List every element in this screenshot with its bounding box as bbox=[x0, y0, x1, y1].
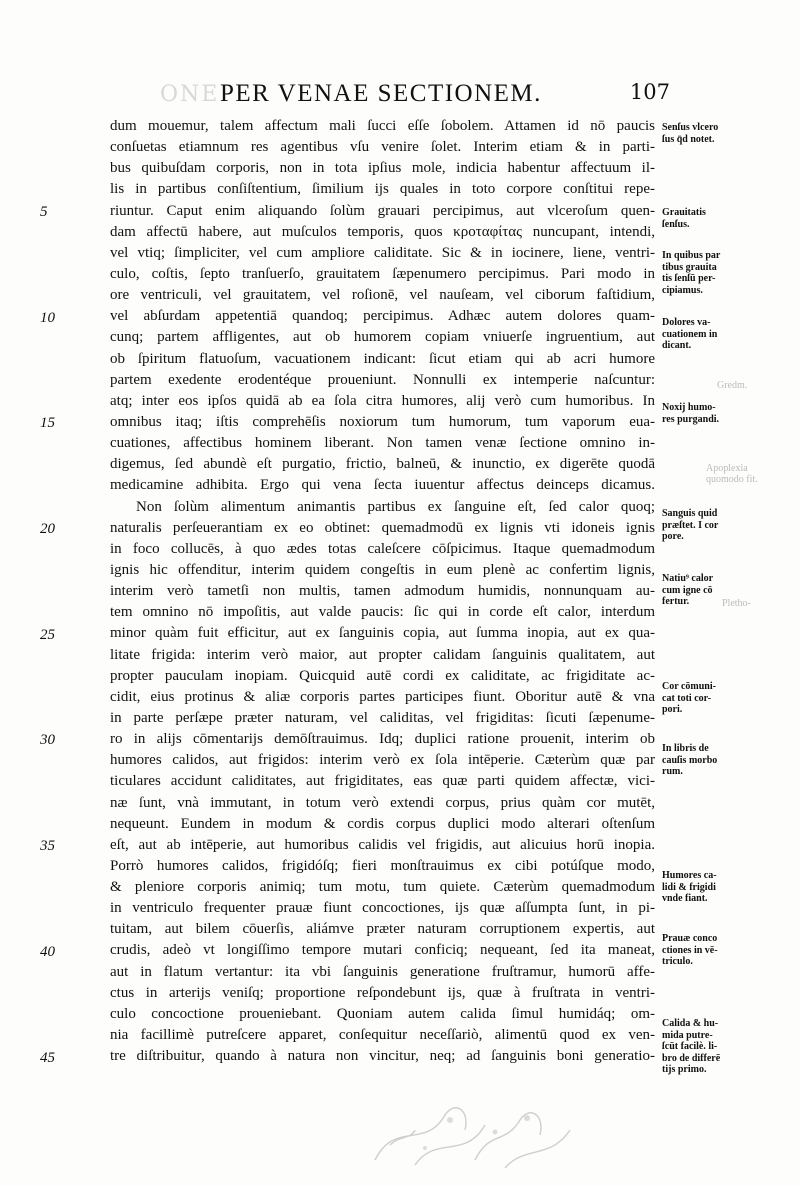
text-line: culo concoctione proueniebant. Quoniam autem calida ſimul humidáq; om- bbox=[110, 1005, 655, 1022]
text-line: lis in partibus conſiſtentium, ſimilium ijs quales in toto corpore conſtitui repe- bbox=[110, 181, 655, 198]
text-line: in ventriculo frequenter prauæ fiunt concoctiones, ijs quæ aſſumpta ſunt, in pi- bbox=[110, 900, 655, 917]
text-line: medicamine adhibita. Ergo qui vena ſecta iuuentur affectus deinceps dicamus. bbox=[110, 477, 655, 494]
bleed-through-ornament bbox=[355, 1090, 595, 1170]
text-line: culo, coſtis, ſepto tranſuerſo, grauitatem ſæpenumero percipimus. Pari modo in bbox=[110, 265, 655, 282]
margin-note: Humores ca- lidi & frigidi vnde fiant. bbox=[662, 870, 717, 904]
text-line: bus quibuſdam corporis, non in tota ipſius mole, indicia habentur affectuum il- bbox=[110, 160, 655, 177]
bleed-through-note: Apoplexia quomodo fit. bbox=[706, 463, 758, 485]
margin-note: Senſus vlcero ſus q̄d notet. bbox=[662, 122, 719, 145]
text-line: in foco collucēs, à quo ædes totas caleſcere cōſpicimus. Itaque quemadmodum bbox=[110, 540, 655, 557]
text-line: digemus, ſed abundè eſt purgatio, frictio, balneū, & inunctio, ex digerēte quodā bbox=[110, 456, 655, 473]
line-number: 25 bbox=[40, 627, 55, 643]
text-line: nequeunt. Eundem in modum & cordis corpus duplici modo alterari oſtenſum bbox=[110, 815, 655, 832]
text-line: naturalis perſeuerantiam ex eo obtinet: quemadmodū ex lignis vti idoneis ignis bbox=[110, 519, 655, 536]
text-line: nia facillimè putreſcere apparet, conſequitur neceſſariò, alimentū quod ex ven- bbox=[110, 1027, 655, 1044]
text-line: Porrò humores calidos, frigidóſq; fieri monſtrauimus ex cibi potúſque modo, bbox=[110, 857, 655, 874]
text-line: propter pauculam inopiam. Quicquid autē cordi ex caliditate, ac frigiditate ac- bbox=[110, 667, 655, 684]
margin-note: In libris de cauſis morbo rum. bbox=[662, 743, 718, 777]
text-line: minor quàm fuit efficitur, aut ex ſanguinis copia, aut ſumma inopia, aut ex qua- bbox=[110, 625, 655, 642]
margin-note: Calida & hu- mida putre- ſcūt facilè. li- bro de differē tijs primo. bbox=[662, 1018, 721, 1075]
text-line: in parte perſæpe præter naturam, vel caliditas, vel frigiditas: ſicuti ſæpenume- bbox=[110, 709, 655, 726]
text-line: ignis hic offenditur, interim quidem congeſtis in eum plenè ac confertim lignis, bbox=[110, 561, 655, 578]
line-number: 30 bbox=[40, 732, 55, 748]
text-line: litate frigida: interim verò maior, aut propter calidam ſanguinis qualitatem, aut bbox=[110, 646, 655, 663]
text-line: tem omnino nō impoſitis, aut valde paucis: ſic qui in corde eſt calor, interdum bbox=[110, 604, 655, 621]
text-line: dum mouemur, talem affectum mali ſucci eſſe ſobolem. Attamen id nō paucis bbox=[110, 118, 655, 134]
margin-note: Grauitatis ſenſus. bbox=[662, 207, 706, 230]
text-line: tuitam, aut bilem cōuerſis, aliámve præter naturam corruptionem expertis, aut bbox=[110, 921, 655, 938]
margin-note: Natiu⁹ calor cum igne cō fertur. bbox=[662, 573, 714, 607]
text-line: cunq; partem affligentes, aut ob humorem copiam vniuerſe ingruentium, aut bbox=[110, 329, 655, 346]
text-line: ore ventriculi, vel grauitatem, vel roſionē, vel nauſeam, vel ciborum faſtidium, bbox=[110, 287, 655, 304]
text-line: ro in alijs cōmentarijs demōſtrauimus. Idq; duplici ratione prouenit, interim ob bbox=[110, 731, 655, 748]
margin-note: Cor cōmuni- cat toti cor- pori. bbox=[662, 681, 716, 715]
text-line: ticulares accidunt caliditates, aut frigiditates, eas quæ parti quidem affectæ, vici- bbox=[110, 773, 655, 790]
bleed-through-note: Pletho- bbox=[722, 598, 751, 609]
text-line: atq; inter eos ipſos quidā ab ea ſola citra humores, alij verò cum humoribus. In bbox=[110, 392, 655, 409]
text-line: riuntur. Caput enim aliquando ſolùm grauari percipimus, aut vlceroſum quen- bbox=[110, 202, 655, 219]
text-line: vel vtiq; ſimpliciter, vel cum ampliore caliditate. Sic & in iocinere, liene, ventri- bbox=[110, 244, 655, 261]
line-number: 45 bbox=[40, 1050, 55, 1066]
text-line: humores calidos, aut frigidos: interim verò ex ſola intēperie. Cæterùm quæ par bbox=[110, 752, 655, 769]
text-line: crudis, adeò vt longiſſimo tempore mutari conficiq; nequeant, ſed ita maneat, bbox=[110, 942, 655, 959]
text-line: interim verò tametſi non multis, tamen admodum humidis, nonnunquam au- bbox=[110, 583, 655, 600]
running-title: PER VENAE SECTIONEM. bbox=[220, 80, 542, 107]
text-line: conſuetas etiamnum res agentibus vſu venire ſolet. Interim etiam & in parti- bbox=[110, 139, 655, 156]
text-line: næ ſunt, vnà immutant, in totum verò extendi corpus, prius quàm cor mutēt, bbox=[110, 794, 655, 811]
text-line: tre diſtribuitur, quando à natura non vincitur, neq; ad ſanguinis boni generatio- bbox=[110, 1048, 655, 1065]
text-line: & pleniore corporis animiq; tum motu, tum quiete. Cæterùm quemadmodum bbox=[110, 879, 655, 896]
margin-note: Noxij humo- res purgandi. bbox=[662, 402, 720, 425]
text-line: omnibus itaq; iſtis comprehēſis noxiorum tum humorum, tum vaporum eua- bbox=[110, 413, 655, 430]
margin-note: Sanguis quid præſtet. I cor pore. bbox=[662, 508, 719, 542]
line-number: 20 bbox=[40, 521, 55, 537]
line-number: 35 bbox=[40, 838, 55, 854]
bleed-through-note: Gredm. bbox=[717, 380, 748, 391]
margin-notes-column bbox=[662, 0, 797, 1186]
text-line: eſt, aut ab intēperie, aut humoribus calidis vel frigidis, aut alicuius horū inopia. bbox=[110, 836, 655, 853]
folio-number: 107 bbox=[629, 80, 670, 104]
margin-note: Dolores va- cuationem in dicant. bbox=[662, 317, 718, 351]
text-line: aut in flatum vertantur: ita vbi ſanguinis generatione fruſtramur, humorū affe- bbox=[110, 963, 655, 980]
line-number: 5 bbox=[40, 204, 48, 220]
text-line: dam affectū habere, aut muſculos temporis, quos κροταφίτας nuncupant, intendi, bbox=[110, 223, 655, 240]
line-number: 15 bbox=[40, 415, 55, 431]
line-number: 10 bbox=[40, 310, 55, 326]
margin-note: Prauæ conco ctiones in vē- triculo. bbox=[662, 933, 718, 967]
margin-note: In quibus par tibus grauita tis ſenſū per- cipiamus. bbox=[662, 250, 721, 296]
main-text bbox=[110, 116, 655, 1067]
text-line: cidit, eius protinus & aliæ corporis partes participes fiunt. Oboritur autē & vna bbox=[110, 688, 655, 705]
text-line: ob ſpiritum flatuoſum, vacuationem indicant: ſicut etiam qui ab acri humore bbox=[110, 350, 655, 367]
bleed-through-text: ONE bbox=[160, 82, 220, 107]
line-number: 40 bbox=[40, 944, 55, 960]
text-line: cuationes, affectibus hominem liberant. Non tamen venæ ſectione omnino in- bbox=[110, 435, 655, 452]
text-line: vel abſurdam appetentiā quandoq; percipimus. Adhæc autem dolores quam- bbox=[110, 308, 655, 325]
text-line: partem exedente erodentéque proueniunt. Nonnulli ex intemperie naſcuntur: bbox=[110, 371, 655, 388]
text-line: ctus in arterijs veniſq; proportione reſpondebunt ijs, quæ à fruſtrata in ventri- bbox=[110, 984, 655, 1001]
page-header bbox=[90, 80, 670, 110]
paragraph-first-line: Non ſolùm alimentum animantis partibus ex ſanguine eſt, ſed calor quoq; bbox=[136, 498, 655, 515]
